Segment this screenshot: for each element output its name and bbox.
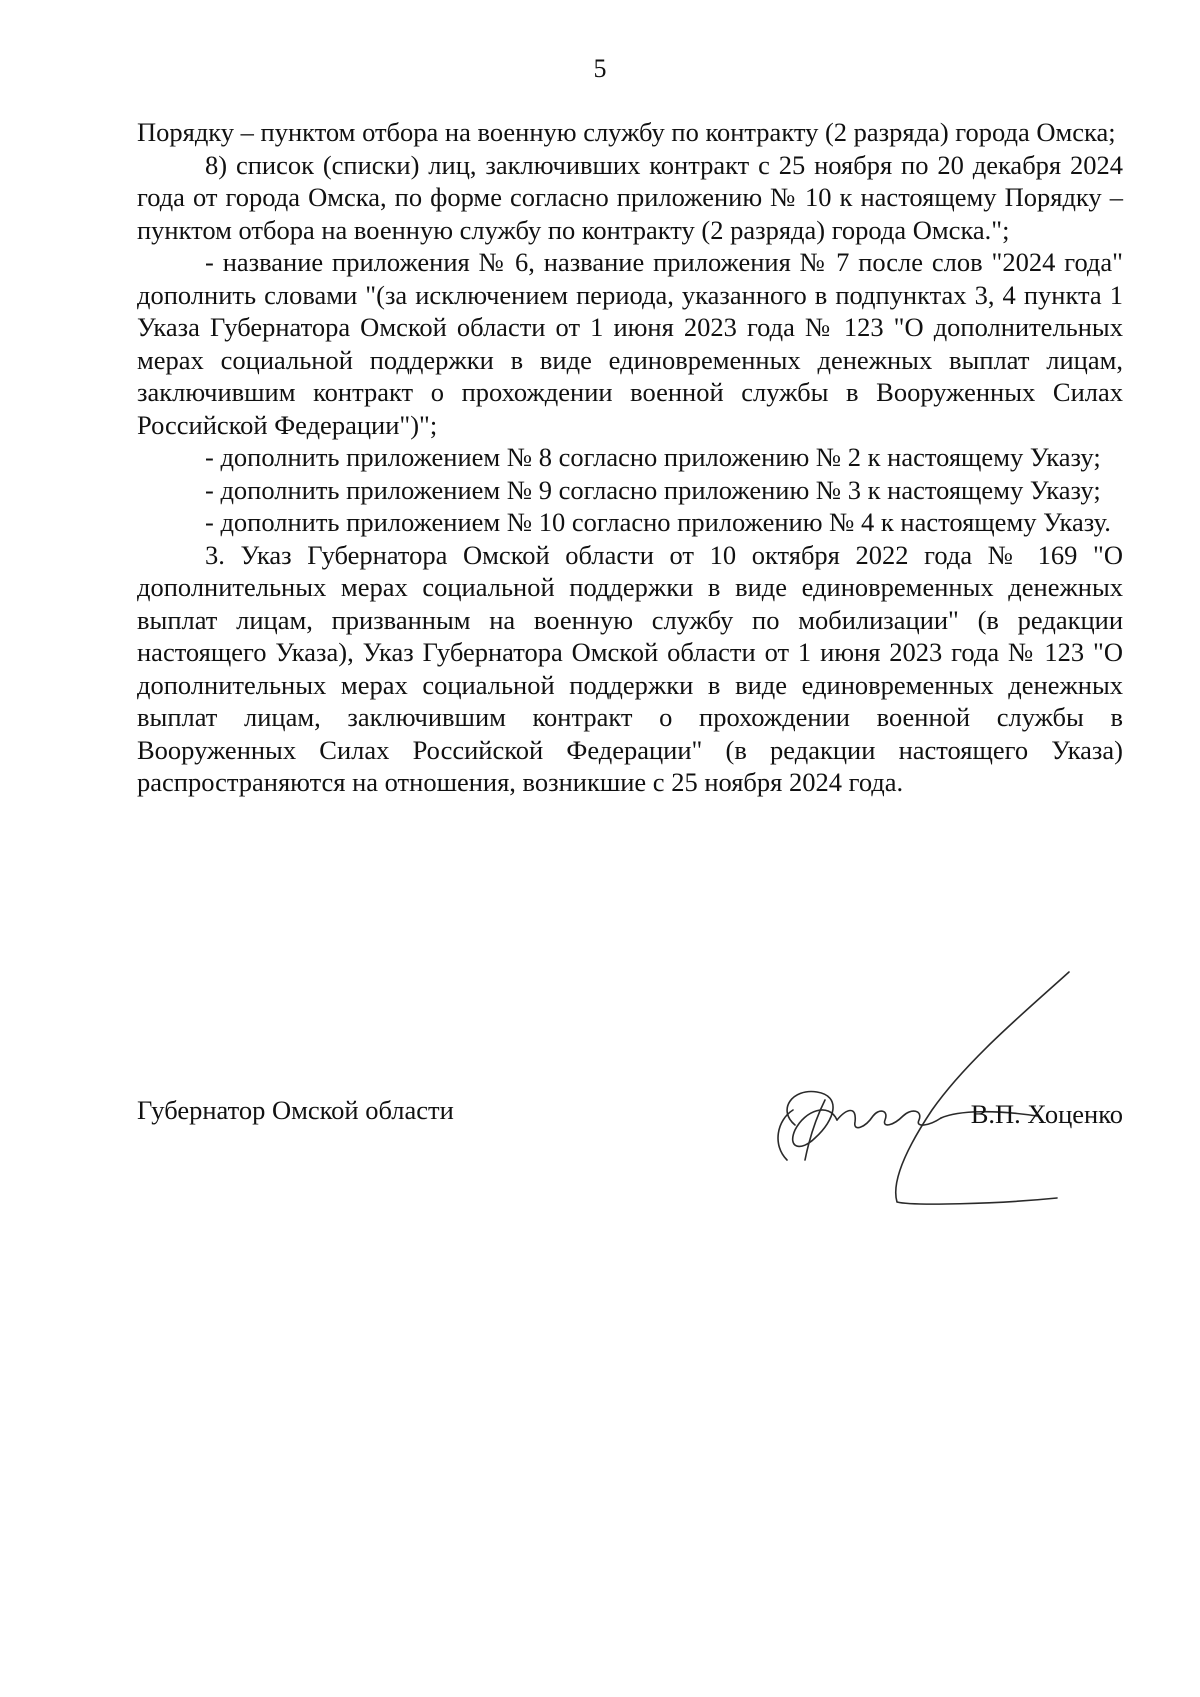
paragraph-appendix-10: - дополнить приложением № 10 согласно приложению № 4 к настоящему Указу.	[205, 507, 1111, 537]
signer-position: Губернатор Омской области	[137, 1095, 454, 1125]
signature-block	[137, 1090, 1123, 1210]
paragraph-continuation: Порядку – пунктом отбора на военную службу по контракту (2 разряда) города Омска;	[137, 117, 1116, 147]
paragraph-appendix-9: - дополнить приложением № 9 согласно приложению № 3 к настоящему Указу;	[205, 474, 1101, 505]
document-body	[137, 116, 1123, 799]
paragraph-item-8: 8) список (списки) лиц, заключивших контракт с 25 ноября по 20 декабря 2024 года от города Омска, по форме согласно приложению № 10 к настоящему Порядку – пунктом отбора на военную службу по контракту (2 разряда) города Омска.";	[137, 149, 1123, 245]
handwritten-signature-icon	[697, 970, 1077, 1210]
paragraph-appendix-titles: - название приложения № 6, название приложения № 7 после слов "2024 года" дополнить словами "(за исключением периода, указанного в подпунктах 3, 4 пункта 1 Указа Губернатора Омской области от 1 июня 2023 года № 123 "О дополнительных мерах социальной поддержки в виде единовременных денежных выплат лицам, заключившим контракт о прохождении военной службы в Вооруженных Силах Российской Федерации")";	[137, 247, 1123, 440]
page-number: 5	[593, 54, 607, 83]
signer-name: В.П. Хоценко	[970, 1099, 1123, 1129]
paragraph-appendix-8: - дополнить приложением № 8 согласно приложению № 2 к настоящему Указу;	[205, 442, 1101, 472]
paragraph-section-3: 3. Указ Губернатора Омской области от 10 октября 2022 года № 169 "О дополнительных мерах социальной поддержки в виде единовременных денежных выплат лицам, призванным на военную службу по мобилизации" (в редакции настоящего Указа), Указ Губернатора Омской области от 1 июня 2023 года № 123 "О дополнительных мерах социальной поддержки в виде единовременных денежных выплат лицам, заключившим контракт о прохождении военной службы в Вооруженных Силах Российской Федерации" (в редакции настоящего Указа) распространяются на отношения, возникшие с 25 ноября 2024 года.	[137, 539, 1123, 797]
